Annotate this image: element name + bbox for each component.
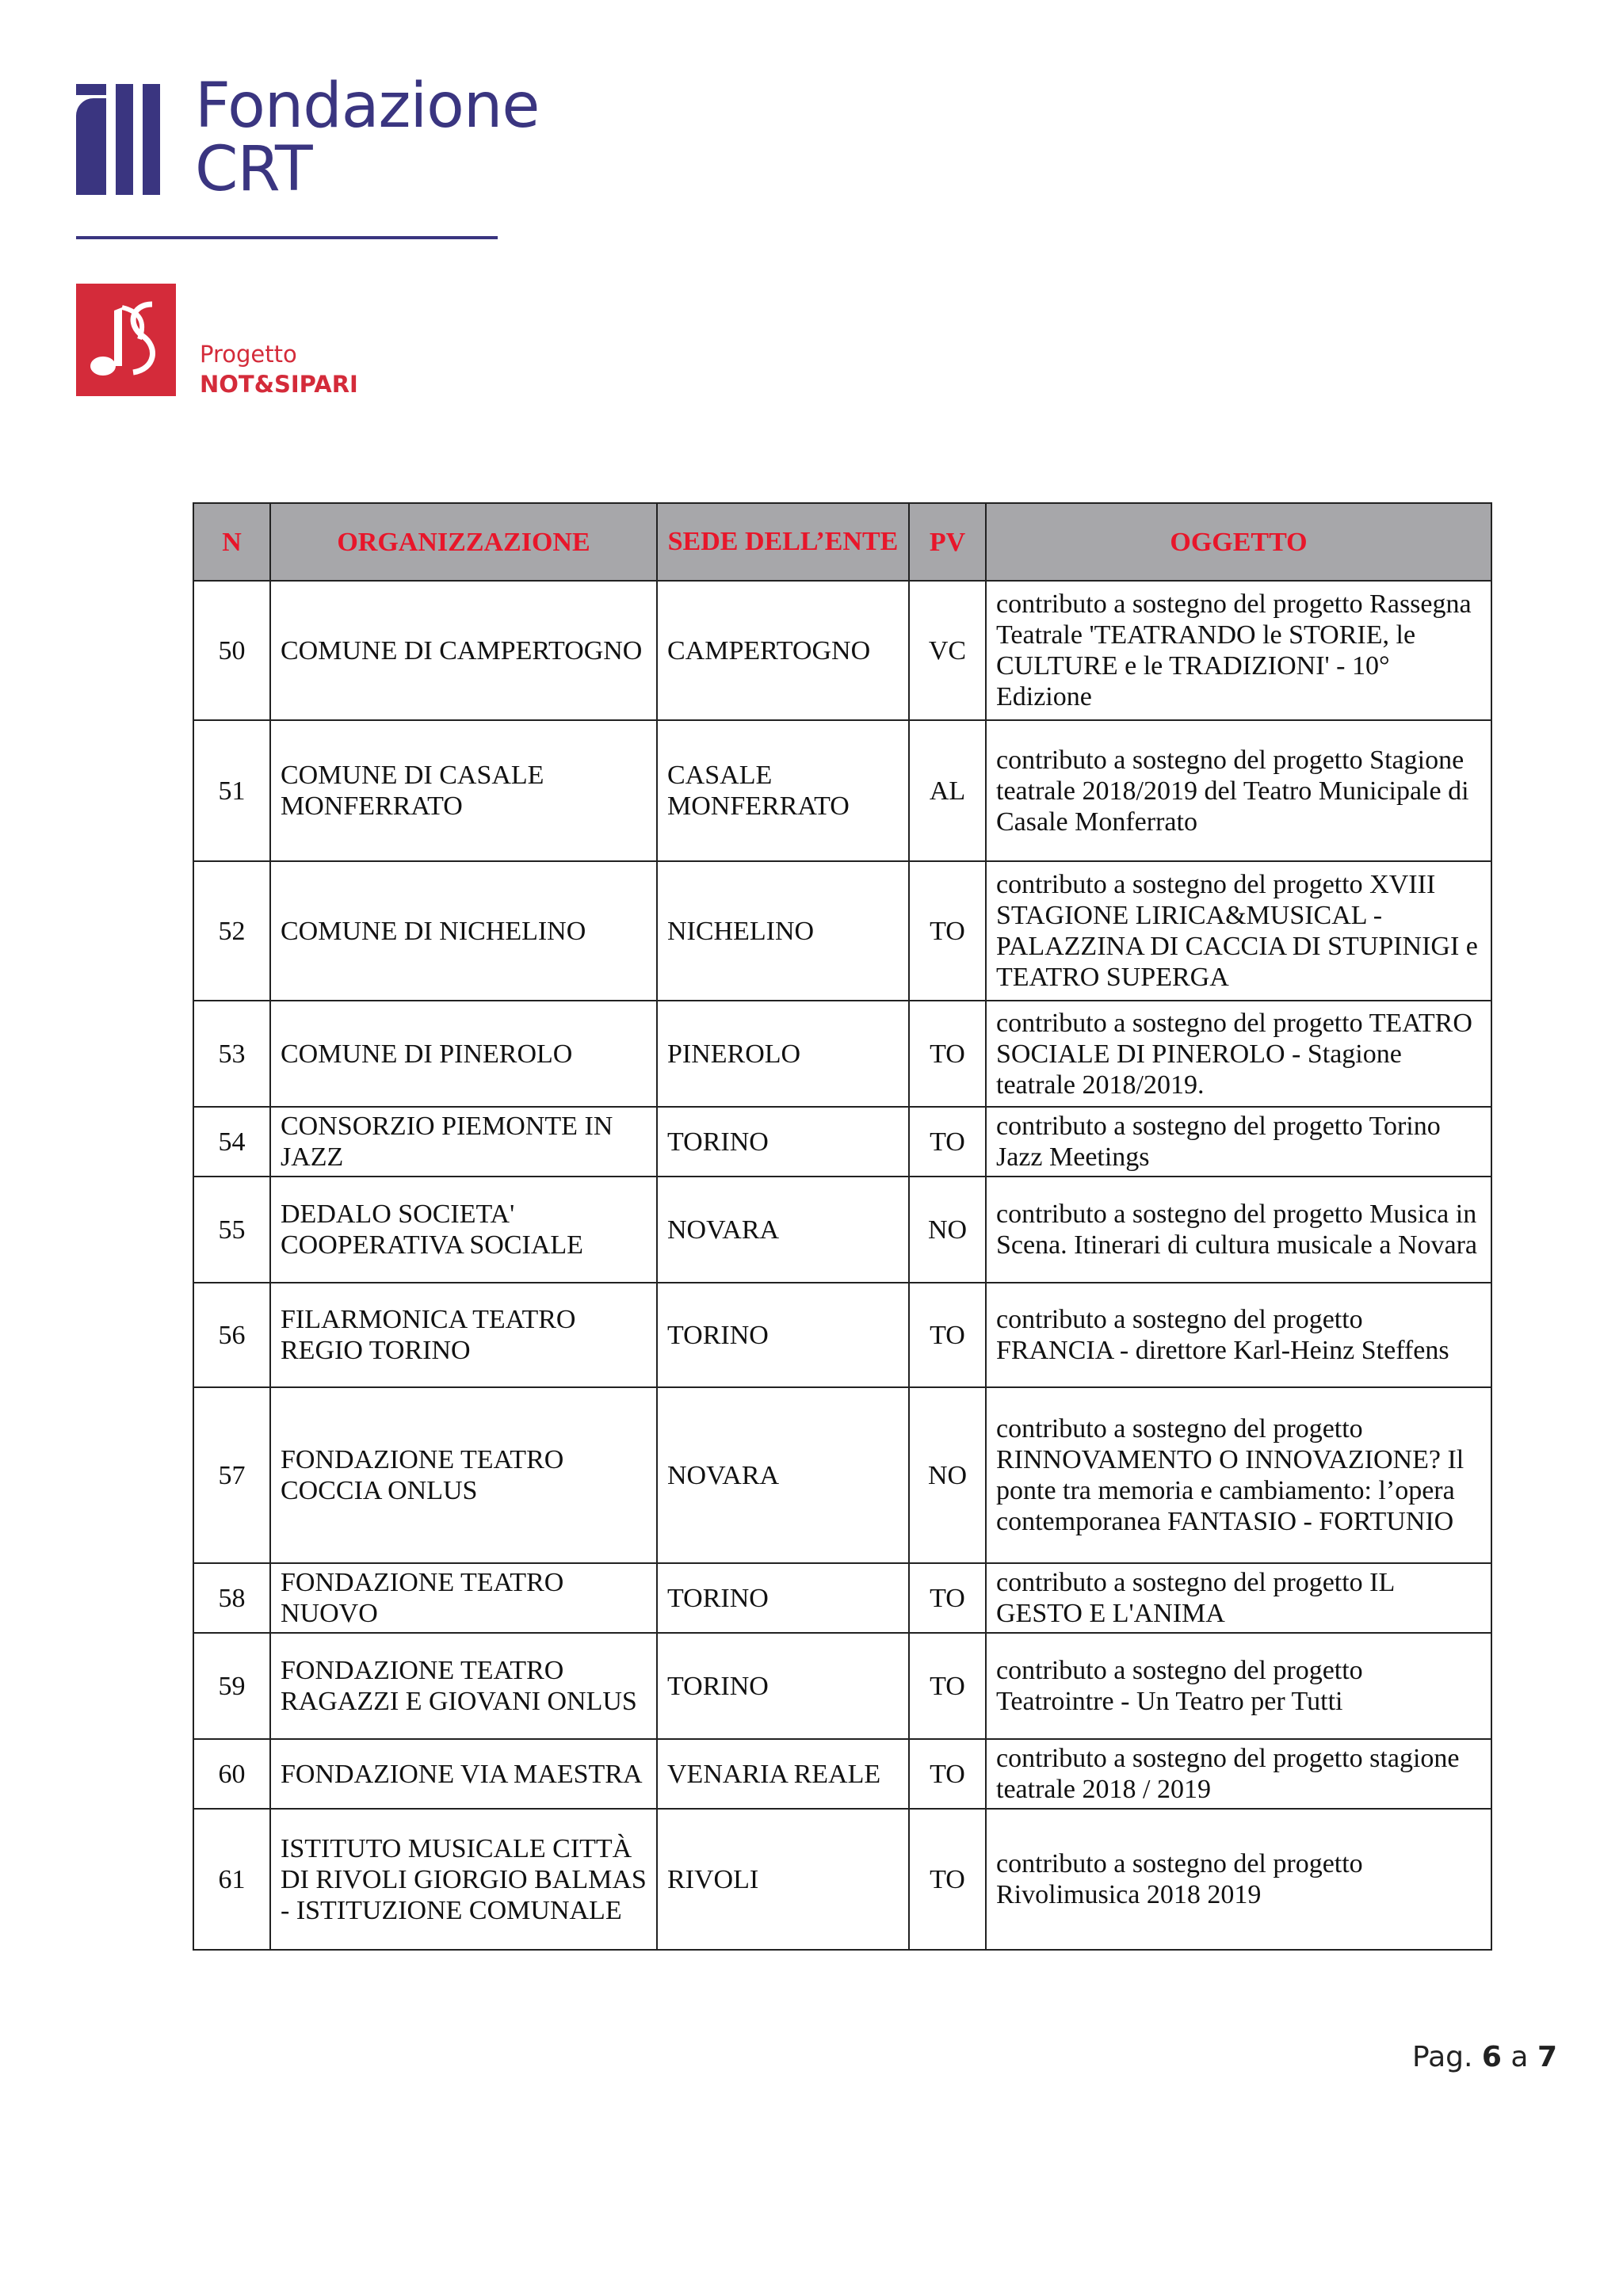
- table-row: [193, 1387, 1491, 1563]
- cell-sede: PINEROLO: [657, 1001, 909, 1107]
- cell-organizzazione: FONDAZIONE TEATRO COCCIA ONLUS: [270, 1387, 657, 1563]
- cell-n: 51: [193, 720, 270, 861]
- cell-pv: TO: [909, 1283, 986, 1387]
- current-page: 6: [1481, 2041, 1502, 2073]
- cell-n: 59: [193, 1633, 270, 1739]
- cell-sede: TORINO: [657, 1633, 909, 1739]
- table-row: [193, 1633, 1491, 1739]
- cell-organizzazione: COMUNE DI CASALE MONFERRATO: [270, 720, 657, 861]
- cell-pv: TO: [909, 1739, 986, 1809]
- table-header-row: [193, 503, 1491, 581]
- page-prefix: Pag.: [1412, 2041, 1473, 2073]
- project-line1: Progetto: [200, 341, 297, 368]
- cell-oggetto: contributo a sostegno del progetto stagione teatrale 2018 / 2019: [986, 1739, 1491, 1809]
- cell-organizzazione: DEDALO SOCIETA' COOPERATIVA SOCIALE: [270, 1177, 657, 1283]
- cell-n: 60: [193, 1739, 270, 1809]
- total-pages: 7: [1537, 2041, 1557, 2073]
- cell-n: 54: [193, 1107, 270, 1177]
- table-row: [193, 720, 1491, 861]
- cell-oggetto: contributo a sostegno del progetto XVIII STAGIONE LIRICA&MUSICAL - PALAZZINA DI CACCIA DI STUPINIGI e TEATRO SUPERGA: [986, 861, 1491, 1001]
- cell-n: 56: [193, 1283, 270, 1387]
- grants-table: [193, 502, 1492, 1951]
- cell-n: 50: [193, 581, 270, 720]
- cell-n: 55: [193, 1177, 270, 1283]
- page-number: [1412, 2041, 1557, 2073]
- cell-pv: NO: [909, 1177, 986, 1283]
- cell-n: 57: [193, 1387, 270, 1563]
- cell-pv: TO: [909, 1107, 986, 1177]
- cell-organizzazione: COMUNE DI PINEROLO: [270, 1001, 657, 1107]
- cell-pv: VC: [909, 581, 986, 720]
- cell-sede: TORINO: [657, 1563, 909, 1633]
- cell-sede: TORINO: [657, 1283, 909, 1387]
- cell-oggetto: contributo a sostegno del progetto Rivolimusica 2018 2019: [986, 1809, 1491, 1950]
- table-row: [193, 581, 1491, 720]
- cell-pv: AL: [909, 720, 986, 861]
- page-separator: a: [1510, 2041, 1529, 2073]
- cell-organizzazione: FONDAZIONE TEATRO RAGAZZI E GIOVANI ONLUS: [270, 1633, 657, 1739]
- header-pv: PV: [909, 503, 986, 581]
- crt-logo-text: [195, 71, 540, 205]
- cell-organizzazione: FONDAZIONE VIA MAESTRA: [270, 1739, 657, 1809]
- cell-sede: CASALE MONFERRATO: [657, 720, 909, 861]
- cell-oggetto: contributo a sostegno del progetto Rassegna Teatrale 'TEATRANDO le STORIE, le CULTURE e le TRADIZIONI' - 10° Edizione: [986, 581, 1491, 720]
- table-row: [193, 861, 1491, 1001]
- cell-sede: VENARIA REALE: [657, 1739, 909, 1809]
- project-line2: NOT&SIPARI: [200, 371, 358, 398]
- cell-organizzazione: ISTITUTO MUSICALE CITTÀ DI RIVOLI GIORGIO BALMAS - ISTITUZIONE COMUNALE: [270, 1809, 657, 1950]
- cell-sede: CAMPERTOGNO: [657, 581, 909, 720]
- cell-sede: RIVOLI: [657, 1809, 909, 1950]
- cell-pv: TO: [909, 1633, 986, 1739]
- project-name: [200, 339, 358, 399]
- cell-oggetto: contributo a sostegno del progetto Stagione teatrale 2018/2019 del Teatro Municipale di Casale Monferrato: [986, 720, 1491, 861]
- cell-organizzazione: FILARMONICA TEATRO REGIO TORINO: [270, 1283, 657, 1387]
- crt-logo-icon: [76, 84, 175, 195]
- table-row: [193, 1563, 1491, 1633]
- table-row: [193, 1283, 1491, 1387]
- music-note-logo-icon: [76, 284, 176, 396]
- crt-name-line1: Fondazione: [195, 71, 540, 142]
- table-row: [193, 1809, 1491, 1950]
- table-row: [193, 1177, 1491, 1283]
- cell-n: 58: [193, 1563, 270, 1633]
- cell-pv: NO: [909, 1387, 986, 1563]
- cell-n: 53: [193, 1001, 270, 1107]
- table-row: [193, 1739, 1491, 1809]
- cell-oggetto: contributo a sostegno del progetto Musica in Scena. Itinerari di cultura musicale a Novara: [986, 1177, 1491, 1283]
- header-sede: SEDE DELL’ENTE: [657, 503, 909, 581]
- header-oggetto: OGGETTO: [986, 503, 1491, 581]
- cell-organizzazione: COMUNE DI CAMPERTOGNO: [270, 581, 657, 720]
- fondazione-crt-logo: [76, 71, 540, 206]
- cell-organizzazione: CONSORZIO PIEMONTE IN JAZZ: [270, 1107, 657, 1177]
- cell-n: 52: [193, 861, 270, 1001]
- header-n: N: [193, 503, 270, 581]
- header-divider: [76, 236, 498, 239]
- cell-organizzazione: COMUNE DI NICHELINO: [270, 861, 657, 1001]
- not-sipari-logo: [76, 284, 409, 399]
- crt-name-line2: CRT: [195, 134, 312, 205]
- cell-sede: NOVARA: [657, 1387, 909, 1563]
- cell-organizzazione: FONDAZIONE TEATRO NUOVO: [270, 1563, 657, 1633]
- header-organizzazione: ORGANIZZAZIONE: [270, 503, 657, 581]
- cell-sede: TORINO: [657, 1107, 909, 1177]
- cell-oggetto: contributo a sostegno del progetto Torino Jazz Meetings: [986, 1107, 1491, 1177]
- cell-oggetto: contributo a sostegno del progetto TEATRO SOCIALE DI PINEROLO - Stagione teatrale 2018/2019.: [986, 1001, 1491, 1107]
- cell-oggetto: contributo a sostegno del progetto FRANCIA - direttore Karl-Heinz Steffens: [986, 1283, 1491, 1387]
- cell-sede: NICHELINO: [657, 861, 909, 1001]
- table-row: [193, 1001, 1491, 1107]
- cell-pv: TO: [909, 1563, 986, 1633]
- cell-oggetto: contributo a sostegno del progetto RINNOVAMENTO O INNOVAZIONE? Il ponte tra memoria e cambiamento: l’opera contemporanea FANTASIO - FORTUNIO: [986, 1387, 1491, 1563]
- cell-oggetto: contributo a sostegno del progetto Teatrointre - Un Teatro per Tutti: [986, 1633, 1491, 1739]
- table-row: [193, 1107, 1491, 1177]
- cell-sede: NOVARA: [657, 1177, 909, 1283]
- cell-oggetto: contributo a sostegno del progetto IL GESTO E L'ANIMA: [986, 1563, 1491, 1633]
- cell-n: 61: [193, 1809, 270, 1950]
- cell-pv: TO: [909, 861, 986, 1001]
- cell-pv: TO: [909, 1809, 986, 1950]
- cell-pv: TO: [909, 1001, 986, 1107]
